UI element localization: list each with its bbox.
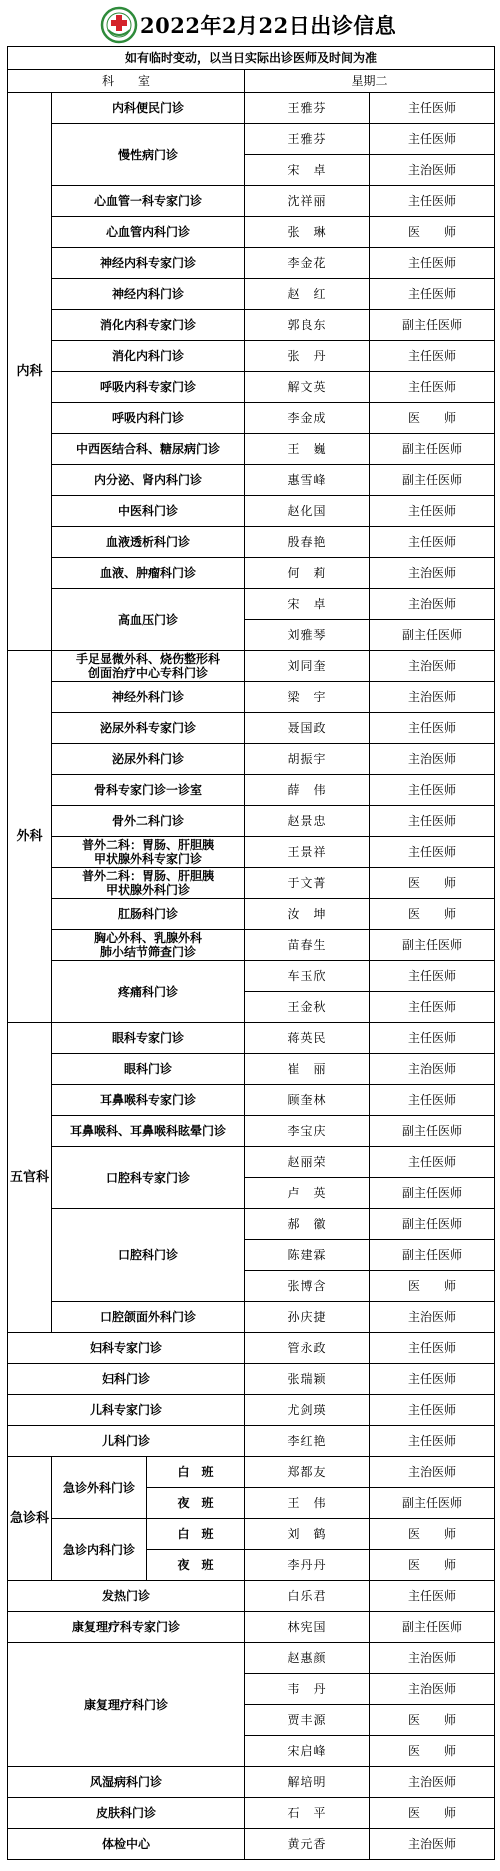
- doctor-name: 张 琳: [245, 217, 370, 248]
- doctor-name: 惠雪峰: [245, 465, 370, 496]
- doctor-title: 主任医师: [370, 1364, 495, 1395]
- hospital-logo-icon: [100, 6, 138, 44]
- doctor-name: 宋 卓: [245, 155, 370, 186]
- department-line: 手足显微外科、烧伤整形科: [75, 652, 220, 666]
- doctor-name: 刘 鹤: [245, 1519, 370, 1550]
- doctor-name: 梁 宇: [245, 682, 370, 713]
- doctor-title: 医 师: [370, 899, 495, 930]
- doctor-name: 王雅芬: [245, 93, 370, 124]
- notice-text: 如有临时变动，以当日实际出诊医师及时间为准: [8, 47, 495, 70]
- table-row: [8, 651, 495, 682]
- doctor-title: 主任医师: [370, 806, 495, 837]
- table-row: [8, 465, 495, 496]
- doctor-name: 解培明: [245, 1767, 370, 1798]
- doctor-title: 副主任医师: [370, 1612, 495, 1643]
- doctor-name: 郝 徽: [245, 1209, 370, 1240]
- doctor-name: 赵景忠: [245, 806, 370, 837]
- doctor-title: 主治医师: [370, 744, 495, 775]
- doctor-name: 聂国政: [245, 713, 370, 744]
- doctor-title: 主任医师: [370, 124, 495, 155]
- doctor-title: 主任医师: [370, 527, 495, 558]
- table-row: [8, 279, 495, 310]
- table-row: [8, 310, 495, 341]
- category-cell: 五官科: [8, 1023, 52, 1333]
- doctor-title: 主治医师: [370, 1643, 495, 1674]
- doctor-title: 主任医师: [370, 1147, 495, 1178]
- table-row: [8, 1085, 495, 1116]
- doctor-name: 白乐君: [245, 1581, 370, 1612]
- department-cell: 血液、肿瘤科门诊: [52, 558, 245, 589]
- department-line: 胸心外科、乳腺外科: [93, 931, 202, 945]
- doctor-name: 王金秋: [245, 992, 370, 1023]
- department-cell: 神经外科门诊: [52, 682, 245, 713]
- doctor-title: 医 师: [370, 1736, 495, 1767]
- doctor-title: 主任医师: [370, 837, 495, 868]
- table-row: [8, 899, 495, 930]
- department-cell: 急诊外科门诊: [52, 1457, 147, 1519]
- doctor-name: 管永政: [245, 1333, 370, 1364]
- table-row: [8, 589, 495, 620]
- doctor-title: 医 师: [370, 1519, 495, 1550]
- table-row: [8, 93, 495, 124]
- table-row: [8, 1147, 495, 1178]
- department-cell: 神经内科专家门诊: [52, 248, 245, 279]
- doctor-title: 副主任医师: [370, 620, 495, 651]
- schedule-table: [7, 46, 495, 1860]
- department-cell: 泌尿外科专家门诊: [52, 713, 245, 744]
- table-row: [8, 558, 495, 589]
- doctor-title: 主任医师: [370, 279, 495, 310]
- doctor-name: 石 平: [245, 1798, 370, 1829]
- table-row: [8, 1054, 495, 1085]
- doctor-name: 韦 丹: [245, 1674, 370, 1705]
- doctor-name: 汝 坤: [245, 899, 370, 930]
- department-line: 创面治疗中心专科门诊: [87, 666, 208, 680]
- table-row: [8, 248, 495, 279]
- department-cell: 康复理疗科专家门诊: [8, 1612, 245, 1643]
- department-cell: 耳鼻喉科、耳鼻喉科眩晕门诊: [52, 1116, 245, 1147]
- doctor-name: 贾丰源: [245, 1705, 370, 1736]
- department-cell: 儿科专家门诊: [8, 1395, 245, 1426]
- department-cell: 妇科专家门诊: [8, 1333, 245, 1364]
- department-cell: 消化内科门诊: [52, 341, 245, 372]
- table-row: [8, 217, 495, 248]
- department-cell: 风湿病科门诊: [8, 1767, 245, 1798]
- doctor-name: 何 莉: [245, 558, 370, 589]
- doctor-title: 主任医师: [370, 775, 495, 806]
- page-title: 2022年2月22日出诊信息: [140, 13, 397, 38]
- table-row: [8, 341, 495, 372]
- table-row: [8, 1612, 495, 1643]
- table-row: [8, 1426, 495, 1457]
- department-cell: 疼痛科门诊: [52, 961, 245, 1023]
- department-cell: [52, 868, 245, 899]
- doctor-name: 李丹丹: [245, 1550, 370, 1581]
- table-row: [8, 527, 495, 558]
- table-row: [8, 1519, 495, 1550]
- table-row: [8, 1581, 495, 1612]
- table-row: [8, 744, 495, 775]
- table-row: [8, 1457, 495, 1488]
- department-cell: 呼吸内科专家门诊: [52, 372, 245, 403]
- table-row: [8, 1364, 495, 1395]
- department-cell: 消化内科专家门诊: [52, 310, 245, 341]
- doctor-name: 刘雅琴: [245, 620, 370, 651]
- doctor-name: 赵化国: [245, 496, 370, 527]
- notice-row: [8, 47, 495, 70]
- doctor-name: 车玉欣: [245, 961, 370, 992]
- doctor-name: 陈建霖: [245, 1240, 370, 1271]
- department-cell: 肛肠科门诊: [52, 899, 245, 930]
- department-cell: 中西医结合科、糖尿病门诊: [52, 434, 245, 465]
- doctor-name: 赵丽荣: [245, 1147, 370, 1178]
- doctor-title: 主治医师: [370, 1302, 495, 1333]
- doctor-title: 主任医师: [370, 1023, 495, 1054]
- doctor-name: 王 伟: [245, 1488, 370, 1519]
- table-row: [8, 1829, 495, 1860]
- doctor-name: 李金花: [245, 248, 370, 279]
- doctor-name: 李红艳: [245, 1426, 370, 1457]
- department-cell: 泌尿外科门诊: [52, 744, 245, 775]
- doctor-name: 宋启峰: [245, 1736, 370, 1767]
- doctor-title: 医 师: [370, 403, 495, 434]
- department-cell: 血液透析科门诊: [52, 527, 245, 558]
- department-cell: 口腔科专家门诊: [52, 1147, 245, 1209]
- table-row: [8, 1643, 495, 1674]
- doctor-name: 宋 卓: [245, 589, 370, 620]
- doctor-title: 主任医师: [370, 1085, 495, 1116]
- doctor-title: 副主任医师: [370, 434, 495, 465]
- doctor-name: 顾奎林: [245, 1085, 370, 1116]
- department-cell: 体检中心: [8, 1829, 245, 1860]
- doctor-title: 主任医师: [370, 1581, 495, 1612]
- doctor-title: 副主任医师: [370, 1209, 495, 1240]
- table-row: [8, 124, 495, 155]
- department-cell: 骨外二科门诊: [52, 806, 245, 837]
- department-cell: 呼吸内科门诊: [52, 403, 245, 434]
- doctor-name: 赵惠颜: [245, 1643, 370, 1674]
- shift-cell: 白 班: [147, 1519, 245, 1550]
- doctor-title: 主治医师: [370, 1457, 495, 1488]
- table-row: [8, 930, 495, 961]
- table-row: [8, 186, 495, 217]
- doctor-title: 主任医师: [370, 93, 495, 124]
- department-line: 普外二科：胃肠、肝胆胰: [81, 869, 214, 883]
- table-row: [8, 1116, 495, 1147]
- department-cell: 康复理疗科门诊: [8, 1643, 245, 1767]
- doctor-title: 主治医师: [370, 1674, 495, 1705]
- table-row: [8, 806, 495, 837]
- department-line: 甲状腺外科专家门诊: [93, 852, 202, 866]
- column-header-department: 科 室: [8, 70, 245, 93]
- doctor-title: 副主任医师: [370, 465, 495, 496]
- doctor-title: 主治医师: [370, 558, 495, 589]
- table-row: [8, 1767, 495, 1798]
- department-cell: 中医科门诊: [52, 496, 245, 527]
- table-row: [8, 434, 495, 465]
- department-cell: 急诊内科门诊: [52, 1519, 147, 1581]
- department-cell: 眼科门诊: [52, 1054, 245, 1085]
- doctor-title: 医 师: [370, 217, 495, 248]
- doctor-title: 主治医师: [370, 589, 495, 620]
- department-cell: [52, 837, 245, 868]
- department-cell: 内科便民门诊: [52, 93, 245, 124]
- table-row: [8, 1023, 495, 1054]
- doctor-title: 医 师: [370, 1705, 495, 1736]
- doctor-title: 主治医师: [370, 1829, 495, 1860]
- doctor-title: 医 师: [370, 1798, 495, 1829]
- department-cell: 皮肤科门诊: [8, 1798, 245, 1829]
- doctor-title: 主任医师: [370, 1426, 495, 1457]
- doctor-title: 主治医师: [370, 651, 495, 682]
- doctor-name: 王景祥: [245, 837, 370, 868]
- department-line: 普外二科：胃肠、肝胆胰: [81, 838, 214, 852]
- table-row: [8, 713, 495, 744]
- table-row: [8, 868, 495, 899]
- doctor-name: 解文英: [245, 372, 370, 403]
- table-row: [8, 682, 495, 713]
- category-cell: 内科: [8, 93, 52, 651]
- doctor-name: 张 丹: [245, 341, 370, 372]
- table-row: [8, 1333, 495, 1364]
- department-cell: [52, 651, 245, 682]
- department-cell: 心血管一科专家门诊: [52, 186, 245, 217]
- doctor-name: 王 巍: [245, 434, 370, 465]
- doctor-title: 副主任医师: [370, 1240, 495, 1271]
- doctor-name: 林宪国: [245, 1612, 370, 1643]
- doctor-title: 主任医师: [370, 1395, 495, 1426]
- department-cell: 高血压门诊: [52, 589, 245, 651]
- table-row: [8, 403, 495, 434]
- department-line: 肺小结节筛查门诊: [99, 945, 196, 959]
- doctor-title: 副主任医师: [370, 1488, 495, 1519]
- doctor-name: 张博含: [245, 1271, 370, 1302]
- doctor-title: 主任医师: [370, 372, 495, 403]
- shift-cell: 白 班: [147, 1457, 245, 1488]
- doctor-title: 医 师: [370, 1271, 495, 1302]
- table-row: [8, 1798, 495, 1829]
- doctor-title: 主任医师: [370, 496, 495, 527]
- department-cell: 耳鼻喉科专家门诊: [52, 1085, 245, 1116]
- doctor-title: 主任医师: [370, 341, 495, 372]
- doctor-name: 李宝庆: [245, 1116, 370, 1147]
- shift-cell: 夜 班: [147, 1550, 245, 1581]
- table-row: [8, 496, 495, 527]
- category-cell: 急诊科: [8, 1457, 52, 1581]
- doctor-title: 主任医师: [370, 1333, 495, 1364]
- doctor-name: 黄元香: [245, 1829, 370, 1860]
- department-cell: 骨科专家门诊一诊室: [52, 775, 245, 806]
- doctor-title: 医 师: [370, 1550, 495, 1581]
- doctor-title: 主治医师: [370, 682, 495, 713]
- table-row: [8, 1395, 495, 1426]
- doctor-name: 沈祥丽: [245, 186, 370, 217]
- department-cell: 心血管内科门诊: [52, 217, 245, 248]
- department-cell: 口腔科门诊: [52, 1209, 245, 1302]
- department-cell: 妇科门诊: [8, 1364, 245, 1395]
- department-cell: 内分泌、肾内科门诊: [52, 465, 245, 496]
- doctor-title: 副主任医师: [370, 1116, 495, 1147]
- department-cell: 神经内科门诊: [52, 279, 245, 310]
- department-cell: [52, 930, 245, 961]
- department-cell: 儿科门诊: [8, 1426, 245, 1457]
- department-line: 甲状腺外科门诊: [105, 883, 190, 897]
- doctor-name: 郑都友: [245, 1457, 370, 1488]
- doctor-name: 殷春艳: [245, 527, 370, 558]
- doctor-name: 胡振宇: [245, 744, 370, 775]
- doctor-name: 蒋英民: [245, 1023, 370, 1054]
- column-header-day: 星期二: [245, 70, 495, 93]
- doctor-name: 卢 英: [245, 1178, 370, 1209]
- doctor-name: 李金成: [245, 403, 370, 434]
- doctor-title: 副主任医师: [370, 930, 495, 961]
- doctor-name: 崔 丽: [245, 1054, 370, 1085]
- doctor-title: 副主任医师: [370, 1178, 495, 1209]
- table-row: [8, 372, 495, 403]
- doctor-name: 孙庆捷: [245, 1302, 370, 1333]
- doctor-title: 主治医师: [370, 1767, 495, 1798]
- doctor-title: 主治医师: [370, 1054, 495, 1085]
- shift-cell: 夜 班: [147, 1488, 245, 1519]
- doctor-title: 主任医师: [370, 713, 495, 744]
- doctor-title: 副主任医师: [370, 310, 495, 341]
- department-cell: 发热门诊: [8, 1581, 245, 1612]
- doctor-name: 张瑞颖: [245, 1364, 370, 1395]
- category-cell: 外科: [8, 651, 52, 1023]
- doctor-name: 赵 红: [245, 279, 370, 310]
- table-row: [8, 837, 495, 868]
- table-row: [8, 1209, 495, 1240]
- doctor-title: 主任医师: [370, 248, 495, 279]
- table-row: [8, 961, 495, 992]
- table-row: [8, 775, 495, 806]
- doctor-name: 王雅芬: [245, 124, 370, 155]
- table-row: [8, 1302, 495, 1333]
- doctor-name: 苗春生: [245, 930, 370, 961]
- doctor-title: 医 师: [370, 868, 495, 899]
- department-cell: 眼科专家门诊: [52, 1023, 245, 1054]
- doctor-name: 薛 伟: [245, 775, 370, 806]
- doctor-name: 尤剑瑛: [245, 1395, 370, 1426]
- doctor-title: 主任医师: [370, 961, 495, 992]
- doctor-name: 郭良东: [245, 310, 370, 341]
- department-cell: 口腔颌面外科门诊: [52, 1302, 245, 1333]
- doctor-title: 主治医师: [370, 155, 495, 186]
- doctor-name: 于文菁: [245, 868, 370, 899]
- doctor-name: 刘同奎: [245, 651, 370, 682]
- doctor-title: 主任医师: [370, 186, 495, 217]
- doctor-title: 主任医师: [370, 992, 495, 1023]
- page-header: [0, 0, 500, 46]
- department-cell: 慢性病门诊: [52, 124, 245, 186]
- header-row: [8, 70, 495, 93]
